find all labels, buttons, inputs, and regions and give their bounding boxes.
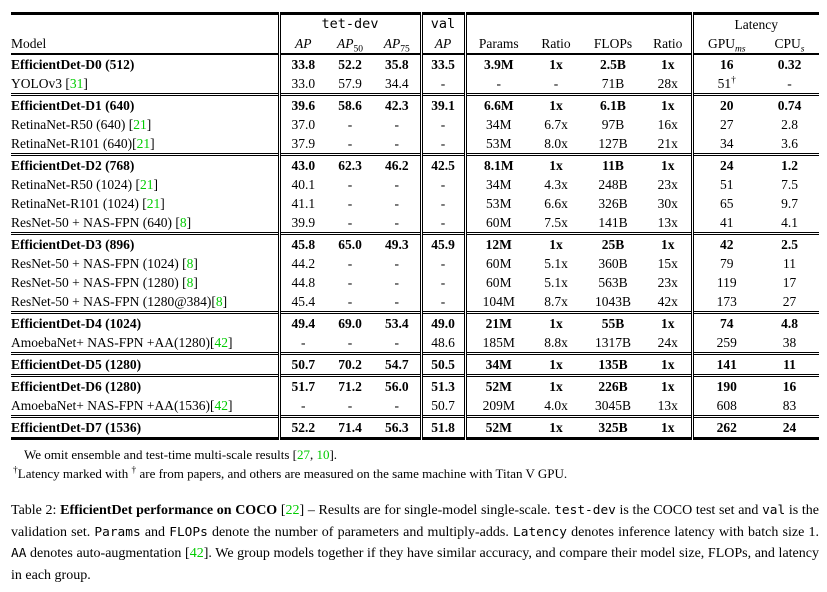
cell-ap: -	[279, 333, 326, 354]
cell-cpu: 2.5	[760, 234, 819, 255]
column-header-ap75: $AP_{75}$	[374, 34, 421, 54]
citation-link[interactable]: 10	[316, 447, 330, 462]
cell-r2: 1x	[645, 155, 692, 176]
cell-params: 3.9M	[465, 54, 531, 74]
column-header-model: Model	[11, 14, 279, 55]
cell-params: 53M	[465, 134, 531, 155]
cell-gpu: 34	[692, 134, 760, 155]
model-cell: AmoebaNet+ NAS-FPN +AA(1536)[42]	[11, 398, 233, 413]
table-row	[11, 54, 819, 74]
citation-link[interactable]: 21	[133, 117, 147, 132]
text-segment: denotes inference latency with batch size 1.	[566, 524, 820, 540]
cell-ap75: 56.3	[374, 417, 421, 439]
table-body	[11, 54, 819, 439]
text-segment: and	[140, 524, 170, 540]
cell-ap75: 49.3	[374, 234, 421, 255]
citation-link[interactable]: 42	[214, 335, 228, 350]
cell-ap75: -	[394, 136, 399, 151]
cell-r2: 1x	[645, 313, 692, 334]
text-segment: FLOPs	[169, 524, 208, 540]
cell-params: 104M	[465, 292, 531, 313]
cell-cpu: 3.6	[781, 136, 798, 151]
text-segment: AA	[11, 546, 27, 561]
cell-r2: 1x	[645, 376, 692, 397]
cell-ap50: 71.2	[326, 376, 374, 397]
cell-ap75: -	[394, 215, 399, 230]
cell-r2: 23x	[657, 275, 678, 290]
cell-r1: 1x	[531, 155, 581, 176]
cell-ap: 44.2	[279, 254, 326, 273]
cell-r1: 8.7x	[544, 294, 568, 309]
cell-gpu: 190	[692, 376, 760, 397]
cell-r2: 28x	[657, 76, 678, 91]
text-segment: Latency	[513, 524, 567, 540]
cell-params: 60M	[465, 213, 531, 234]
text-segment: is the COCO test set and	[615, 503, 763, 518]
cell-ap: 39.9	[279, 213, 326, 234]
cell-ap50: -	[347, 335, 353, 350]
model-cell: EfficientDet-D7 (1536)	[11, 417, 279, 439]
model-cell: ResNet-50 + NAS-FPN (1280@384)[8]	[11, 294, 228, 309]
cell-ap75: -	[394, 294, 399, 309]
cell-ap: 45.8	[279, 234, 326, 255]
table-row	[11, 234, 819, 255]
cell-val: -	[421, 134, 465, 155]
model-cell: EfficientDet-D4 (1024)	[11, 313, 279, 334]
cell-val: 50.5	[421, 354, 465, 376]
cell-gpu: 41	[692, 213, 760, 234]
cell-val: 39.1	[421, 95, 465, 116]
cell-cpu: 38	[782, 335, 797, 350]
cell-ap50: -	[347, 215, 353, 230]
cell-flops: 6.1B	[581, 95, 645, 116]
text-segment: EfficientDet performance on COCO	[60, 503, 278, 518]
table-row	[11, 134, 819, 155]
cell-val: -	[421, 115, 465, 134]
cell-r1: 1x	[531, 313, 581, 334]
citation-link[interactable]: 42	[189, 546, 204, 561]
cell-flops: 141B	[598, 215, 628, 230]
cell-cpu: 2.8	[781, 117, 798, 132]
table-row	[11, 417, 819, 439]
cell-flops: 325B	[581, 417, 645, 439]
citation-link[interactable]: 8	[179, 215, 187, 230]
cell-val: 51.3	[421, 376, 465, 397]
table-row	[11, 213, 819, 234]
cell-ap: -	[279, 396, 326, 417]
cell-flops: 11B	[581, 155, 645, 176]
cell-cpu: 16	[760, 376, 819, 397]
cell-r2: 1x	[645, 95, 692, 116]
text-segment: is the validation set.	[11, 503, 819, 540]
cell-r2: 1x	[645, 354, 692, 376]
cell-gpu: 42	[692, 234, 760, 255]
cell-ap: 33.8	[279, 54, 326, 74]
cell-val: 45.9	[421, 234, 465, 255]
cell-gpu: 79	[692, 254, 760, 273]
cell-r1: 1x	[531, 95, 581, 116]
table-row	[11, 74, 819, 95]
cell-r2: 15x	[657, 256, 678, 271]
cell-params: 209M	[465, 396, 531, 417]
cell-r1: 7.5x	[544, 215, 568, 230]
column-header-val-ap: AP	[421, 34, 465, 54]
table-row	[11, 155, 819, 176]
cell-ap: 44.8	[279, 273, 326, 292]
cell-ap: 51.7	[279, 376, 326, 397]
model-cell: EfficientDet-D3 (896)	[11, 234, 279, 255]
cell-ap: 52.2	[279, 417, 326, 439]
citation-link[interactable]: 8	[215, 294, 223, 309]
table-row	[11, 273, 819, 292]
cell-val: -	[421, 74, 465, 95]
cell-r2: 1x	[645, 234, 692, 255]
cell-flops: 2.5B	[600, 57, 626, 72]
cell-flops: 226B	[581, 376, 645, 397]
model-cell: EfficientDet-D0 (512)	[11, 57, 135, 72]
text-segment: Table 2:	[11, 503, 61, 518]
text-segment: †	[131, 465, 137, 476]
cell-r1: 1x	[549, 57, 563, 72]
cell-r1: 1x	[531, 234, 581, 255]
citation-link[interactable]: 42	[214, 398, 228, 413]
cell-gpu: 20	[692, 95, 760, 116]
cell-r1: 5.1x	[544, 256, 568, 271]
cell-ap50: 62.3	[326, 155, 374, 176]
cell-r2: 1x	[661, 57, 675, 72]
cell-val: -	[421, 213, 465, 234]
cell-ap75: 54.7	[374, 354, 421, 376]
cell-cpu: -	[787, 76, 792, 91]
cell-params: -	[465, 74, 531, 95]
cell-r2: 30x	[657, 196, 678, 211]
cell-ap50: 58.6	[326, 95, 374, 116]
cell-ap75: -	[394, 256, 399, 271]
cell-cpu: 0.32	[777, 57, 802, 72]
table-row	[11, 115, 819, 134]
text-segment: ,	[309, 447, 317, 462]
text-segment: Params	[94, 524, 141, 540]
cell-r2: 24x	[657, 335, 678, 350]
cell-r2: 23x	[657, 177, 678, 192]
cell-flops: 127B	[598, 136, 628, 151]
model-cell: ResNet-50 + NAS-FPN (1024) [8]	[11, 256, 198, 271]
model-cell: EfficientDet-D5 (1280)	[11, 354, 279, 376]
text-segment: †	[13, 465, 18, 476]
cell-ap: 41.1	[279, 194, 326, 213]
model-cell: EfficientDet-D2 (768)	[11, 155, 279, 176]
cell-flops: 326B	[598, 196, 628, 211]
cell-params: 12M	[465, 234, 531, 255]
cell-cpu: 11	[783, 256, 796, 271]
cell-gpu: 608	[692, 396, 760, 417]
cell-flops: 1317B	[594, 335, 631, 350]
cell-r1: 1x	[531, 354, 581, 376]
cell-r1: -	[553, 76, 559, 91]
cell-val: 50.7	[421, 396, 465, 417]
cell-ap75: 46.2	[374, 155, 421, 176]
cell-ap50: 52.2	[338, 57, 362, 72]
cell-val: -	[421, 292, 465, 313]
cell-ap75: -	[394, 177, 399, 192]
model-cell: AmoebaNet+ NAS-FPN +AA(1280)[42]	[11, 335, 233, 350]
cell-cpu: 4.1	[781, 215, 798, 230]
citation-link[interactable]: 22	[285, 503, 300, 518]
cell-val: 48.6	[421, 333, 465, 354]
cell-r1: 4.0x	[544, 398, 568, 413]
cell-ap50: -	[347, 275, 353, 290]
model-cell: ResNet-50 + NAS-FPN (640) [8]	[11, 215, 192, 230]
table-row	[11, 376, 819, 397]
cell-ap50: 57.9	[338, 76, 362, 91]
cell-ap50: -	[347, 294, 353, 309]
cell-gpu: 51†	[692, 74, 760, 95]
cell-gpu: 141	[692, 354, 760, 376]
model-cell: EfficientDet-D1 (640)	[11, 95, 279, 116]
column-header-gpu-latency: $GPU_{ms}$	[692, 34, 760, 54]
cell-ap75: 42.3	[374, 95, 421, 116]
model-cell: RetinaNet-R50 (640) [21]	[11, 117, 152, 132]
cell-r1: 6.7x	[544, 117, 568, 132]
cell-r2: 13x	[657, 398, 678, 413]
cell-ap: 39.6	[279, 95, 326, 116]
model-cell: ResNet-50 + NAS-FPN (1280) [8]	[11, 275, 198, 290]
citation-link[interactable]: 27	[296, 447, 310, 462]
column-group-spacer	[465, 14, 692, 35]
cell-val: 42.5	[421, 155, 465, 176]
cell-flops: 3045B	[594, 398, 631, 413]
cell-r2: 13x	[657, 215, 678, 230]
cell-val: -	[421, 194, 465, 213]
cell-flops: 71B	[601, 76, 625, 91]
footnote-ensemble	[11, 445, 818, 464]
cell-cpu: 27	[782, 294, 797, 309]
cell-ap75: -	[394, 335, 399, 350]
column-header-ratio-flops: Ratio	[645, 34, 692, 54]
cell-gpu: 24	[692, 155, 760, 176]
cell-params: 34M	[465, 115, 531, 134]
cell-ap50: 69.0	[326, 313, 374, 334]
table-row	[11, 194, 819, 213]
text-segment: denote the number of parameters and multiply-adds.	[207, 524, 514, 540]
text-segment: We omit ensemble and test-time multi-scale results [	[24, 447, 297, 462]
cell-ap: 40.1	[279, 175, 326, 194]
cell-gpu: 74	[692, 313, 760, 334]
cell-params: 53M	[465, 194, 531, 213]
citation-link[interactable]: 21	[146, 196, 161, 211]
cell-r1: 8.0x	[544, 136, 568, 151]
citation-link[interactable]: 31	[69, 76, 84, 91]
cell-params: 21M	[465, 313, 531, 334]
cell-ap50: -	[347, 117, 353, 132]
cell-flops: 55B	[581, 313, 645, 334]
column-group-latency: Latency	[692, 14, 819, 35]
cell-cpu: 9.7	[781, 196, 798, 211]
table-footnotes	[11, 445, 818, 483]
column-header-params: Params	[465, 34, 531, 54]
model-cell: RetinaNet-R50 (1024) [21]	[11, 177, 158, 192]
cell-ap: 33.0	[279, 74, 326, 95]
cell-flops: 360B	[598, 256, 628, 271]
citation-link[interactable]: 21	[136, 136, 151, 151]
cell-ap50: 65.0	[326, 234, 374, 255]
table-row	[11, 333, 819, 354]
cell-ap50: 71.4	[326, 417, 374, 439]
cell-cpu: 7.5	[781, 177, 798, 192]
cell-val: -	[421, 175, 465, 194]
text-segment: ]. We group models together if they have similar accuracy, and compare their model size, FLOPs, and latency in each group.	[11, 546, 819, 583]
cell-ap50: -	[347, 256, 353, 271]
results-table	[11, 12, 819, 440]
cell-cpu: 0.74	[760, 95, 819, 116]
cell-ap: 37.0	[279, 115, 326, 134]
table-header	[11, 14, 819, 55]
column-header-cpu-latency: $CPU_s$	[760, 34, 819, 54]
model-cell: RetinaNet-R101 (1024) [21]	[11, 196, 165, 211]
cell-ap75: 35.8	[384, 57, 409, 72]
model-cell: RetinaNet-R101 (640)[21]	[11, 136, 155, 151]
cell-gpu: 173	[692, 292, 760, 313]
cell-r2: 21x	[657, 136, 678, 151]
text-segment: Latency marked with	[17, 466, 132, 481]
cell-cpu: 24	[760, 417, 819, 439]
cell-r1: 1x	[531, 376, 581, 397]
header-group-row	[11, 14, 819, 35]
text-segment: test-dev	[554, 503, 616, 518]
cell-gpu: 16	[692, 54, 760, 74]
cell-r1: 4.3x	[544, 177, 568, 192]
table-row	[11, 175, 819, 194]
table-row	[11, 292, 819, 313]
cell-params: 52M	[465, 417, 531, 439]
cell-ap75: 53.4	[374, 313, 421, 334]
cell-params: 34M	[465, 175, 531, 194]
cell-flops: 135B	[581, 354, 645, 376]
text-segment: are from papers, and others are measured on the same machine with Titan V GPU.	[136, 466, 568, 481]
cell-r1: 6.6x	[544, 196, 568, 211]
cell-ap: 50.7	[279, 354, 326, 376]
citation-link[interactable]: 8	[186, 275, 194, 290]
citation-link[interactable]: 8	[186, 256, 194, 271]
cell-ap75: -	[394, 398, 399, 413]
cell-params: 185M	[465, 333, 531, 354]
cell-cpu: 11	[760, 354, 819, 376]
table-row	[11, 95, 819, 116]
cell-ap75: -	[394, 117, 399, 132]
cell-cpu: 4.8	[760, 313, 819, 334]
cell-val: -	[421, 254, 465, 273]
table-row	[11, 396, 819, 417]
cell-cpu: 1.2	[760, 155, 819, 176]
cell-val: 51.8	[421, 417, 465, 439]
cell-val: 49.0	[421, 313, 465, 334]
cell-gpu: 51	[692, 175, 760, 194]
cell-gpu: 262	[692, 417, 760, 439]
citation-link[interactable]: 21	[139, 177, 154, 192]
dagger-mark: †	[731, 75, 736, 86]
cell-ap50: 70.2	[326, 354, 374, 376]
cell-cpu: 83	[782, 398, 797, 413]
model-cell: EfficientDet-D6 (1280)	[11, 376, 279, 397]
table-row	[11, 313, 819, 334]
cell-gpu: 259	[692, 333, 760, 354]
cell-ap: 45.4	[279, 292, 326, 313]
cell-val: -	[421, 273, 465, 292]
text-segment: val	[762, 503, 786, 518]
cell-params: 34M	[465, 354, 531, 376]
cell-params: 52M	[465, 376, 531, 397]
cell-params: 6.6M	[465, 95, 531, 116]
cell-ap50: -	[347, 196, 353, 211]
table-row	[11, 254, 819, 273]
column-header-ap50: $AP_{50}$	[326, 34, 374, 54]
cell-ap75: 56.0	[374, 376, 421, 397]
text-segment: [	[277, 503, 286, 518]
cell-params: 60M	[465, 273, 531, 292]
cell-r1: 8.8x	[544, 335, 568, 350]
text-segment: ] – Results are for single-model single-scale.	[299, 503, 555, 518]
cell-val: 33.5	[421, 54, 465, 74]
table-caption	[11, 500, 819, 586]
cell-r2: 16x	[657, 117, 678, 132]
cell-ap75: -	[394, 275, 399, 290]
cell-r2: 1x	[645, 417, 692, 439]
cell-gpu: 119	[692, 273, 760, 292]
column-group-val: val	[421, 14, 465, 35]
cell-r1: 1x	[531, 417, 581, 439]
cell-params: 60M	[465, 254, 531, 273]
column-header-flops: FLOPs	[581, 34, 645, 54]
cell-params: 8.1M	[465, 155, 531, 176]
cell-r1: 5.1x	[544, 275, 568, 290]
cell-flops: 1043B	[594, 294, 631, 309]
cell-gpu: 27	[692, 115, 760, 134]
cell-flops: 248B	[598, 177, 628, 192]
cell-ap75: 34.4	[384, 76, 409, 91]
column-header-ap: AP	[279, 34, 326, 54]
cell-ap: 37.9	[279, 134, 326, 155]
cell-flops: 25B	[581, 234, 645, 255]
cell-ap75: -	[394, 196, 399, 211]
cell-ap50: -	[347, 398, 353, 413]
text-segment: ].	[329, 447, 338, 462]
model-cell: YOLOv3 [31]	[11, 76, 88, 91]
text-segment: denotes auto-augmentation [	[26, 546, 190, 561]
cell-cpu: 17	[782, 275, 797, 290]
column-header-ratio-params: Ratio	[531, 34, 581, 54]
cell-ap: 43.0	[279, 155, 326, 176]
cell-flops: 563B	[598, 275, 628, 290]
cell-ap50: -	[347, 177, 353, 192]
cell-r2: 42x	[657, 294, 678, 309]
cell-ap50: -	[347, 136, 353, 151]
cell-flops: 97B	[601, 117, 625, 132]
table-row	[11, 354, 819, 376]
cell-gpu: 65	[692, 194, 760, 213]
column-group-testdev: tet-dev	[279, 14, 421, 35]
footnote-latency-dagger	[11, 464, 818, 483]
cell-ap: 49.4	[279, 313, 326, 334]
